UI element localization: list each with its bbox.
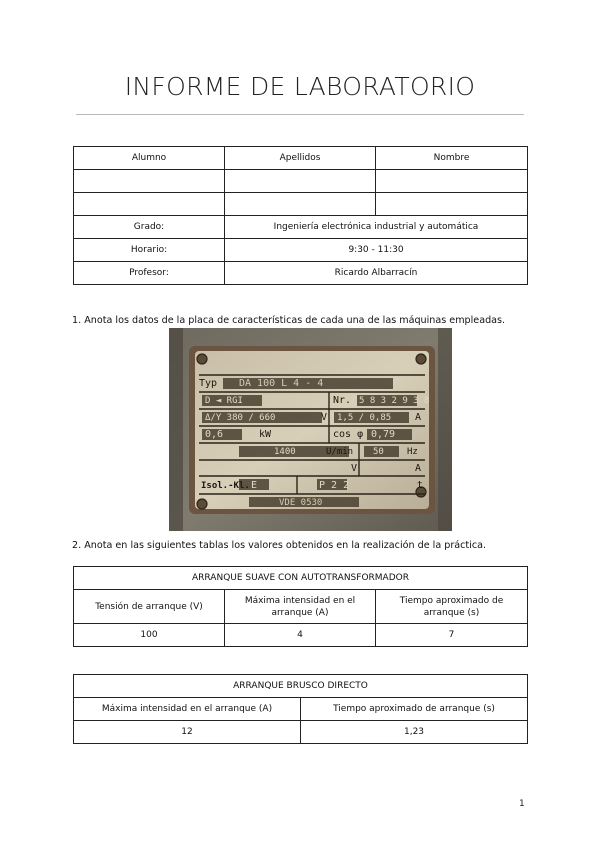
- page-number: 1: [519, 799, 525, 809]
- vde-value: VDE 0530: [279, 498, 323, 508]
- empty-cell: [225, 193, 376, 216]
- soft-start-table: [73, 566, 528, 647]
- student-info-table: [73, 146, 528, 285]
- grado-value: Ingeniería electrónica industrial y automática: [225, 216, 528, 239]
- col-header: Máxima intensidad en el arranque (A): [74, 698, 301, 721]
- value-cell: 100: [74, 624, 225, 647]
- horario-label: Horario:: [74, 239, 225, 262]
- table-row: [74, 698, 528, 721]
- empty-cell: [376, 170, 528, 193]
- voltage-value: Δ/Y 380 / 660: [205, 413, 276, 423]
- value-cell: 1,23: [301, 721, 528, 744]
- nr-label: Nr.: [333, 395, 352, 406]
- table-row: [74, 239, 528, 262]
- document-title: INFORME DE LABORATORIO: [124, 72, 476, 101]
- table-row: [74, 147, 528, 170]
- isol-value: E: [251, 480, 258, 491]
- header-nombre: Nombre: [376, 147, 528, 170]
- cos-label: cos φ: [333, 429, 364, 440]
- empty-cell: [376, 193, 528, 216]
- rivet-icon: [416, 354, 426, 364]
- header-apellidos: Apellidos: [225, 147, 376, 170]
- p-value: P 2 2: [319, 480, 350, 491]
- table-row: [74, 624, 528, 647]
- a2-unit: A: [415, 463, 422, 474]
- rivet-icon: [197, 499, 207, 509]
- empty-cell: [74, 193, 225, 216]
- value-cell: 4: [225, 624, 376, 647]
- table-row: [74, 216, 528, 239]
- typ-value: DA 100 L 4 - 4: [239, 378, 324, 389]
- value-cell: 12: [74, 721, 301, 744]
- soft-start-title: ARRANQUE SUAVE CON AUTOTRANSFORMADOR: [74, 567, 528, 590]
- power-value: 0,6: [205, 429, 224, 440]
- current-value: 1,5 / 0,85: [337, 413, 392, 423]
- header-alumno: Alumno: [74, 147, 225, 170]
- hz-value: 50: [373, 447, 384, 457]
- cos-value: 0,79: [371, 429, 396, 440]
- table-row: [74, 675, 528, 698]
- hz-unit: Hz: [407, 447, 418, 457]
- horario-value: 9:30 - 11:30: [225, 239, 528, 262]
- isol-label: Isol.-Kl.: [201, 481, 250, 491]
- t-unit: t: [417, 480, 424, 491]
- rpm-unit: U/min: [326, 447, 354, 457]
- col-header: Tensión de arranque (V): [74, 590, 225, 624]
- kw-unit: kW: [259, 429, 272, 440]
- direct-start-title: ARRANQUE BRUSCO DIRECTO: [74, 675, 528, 698]
- profesor-value: Ricardo Albarracín: [225, 262, 528, 285]
- table-row: [74, 721, 528, 744]
- empty-cell: [225, 170, 376, 193]
- question-1: 1. Anota los datos de la placa de características de cada una de las máquinas empleadas.: [72, 315, 506, 326]
- table-row: [74, 193, 528, 216]
- typ-label: Typ: [199, 378, 218, 389]
- table-row: [74, 170, 528, 193]
- a-unit: A: [415, 412, 422, 423]
- table-row: [74, 567, 528, 590]
- grado-label: Grado:: [74, 216, 225, 239]
- table-row: [74, 262, 528, 285]
- v-unit: V: [321, 412, 328, 423]
- rivet-icon: [197, 354, 207, 364]
- table-row: [74, 590, 528, 624]
- question-2: 2. Anota en las siguientes tablas los valores obtenidos en la realización de la práctica.: [72, 540, 487, 551]
- col-header: Máxima intensidad en el arranque (A): [225, 590, 376, 624]
- rpm-value: 1400: [274, 447, 296, 457]
- value-cell: 7: [376, 624, 528, 647]
- empty-cell: [74, 170, 225, 193]
- col-header: Tiempo aproximado de arranque (s): [376, 590, 528, 624]
- profesor-label: Profesor:: [74, 262, 225, 285]
- nameplate-photo: [169, 328, 452, 531]
- col-header: Tiempo aproximado de arranque (s): [301, 698, 528, 721]
- direct-start-table: [73, 674, 528, 744]
- title-divider: [76, 114, 524, 115]
- v2-unit: V: [351, 463, 358, 474]
- d-rgi: D ◄ RGI: [205, 396, 243, 406]
- nr-value: 5 8 3 2 9 3 8: [359, 396, 430, 406]
